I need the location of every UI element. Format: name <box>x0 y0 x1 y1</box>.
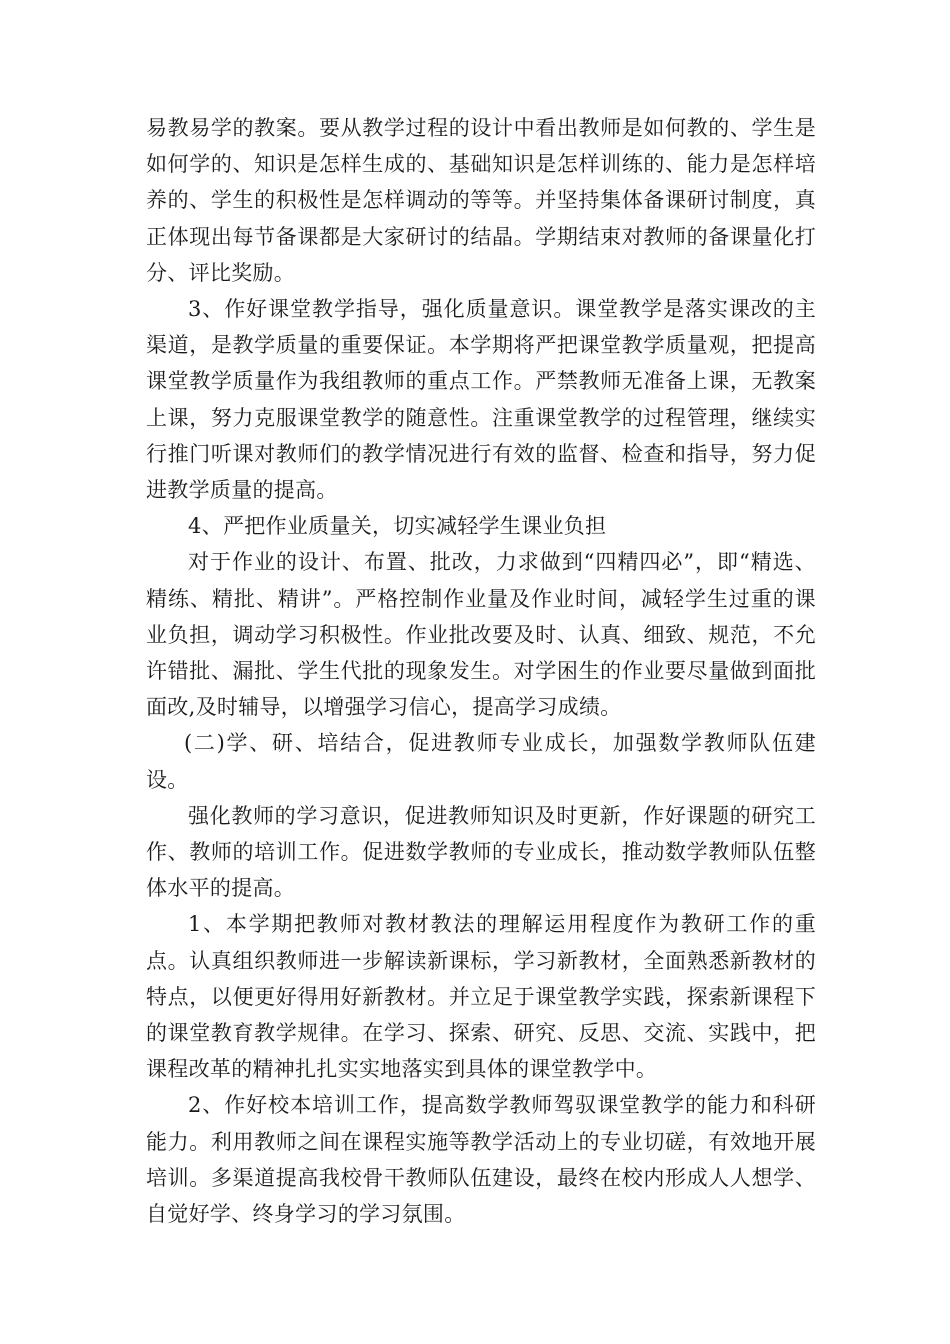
paragraph-learning-awareness: 强化教师的学习意识，促进教师知识及时更新，作好课题的研究工作、教师的培训工作。促进数学教师的专业成长，推动数学教师队伍整体水平的提高。 <box>146 803 816 901</box>
paragraph-textbook-method: 1、本学期把教师对教材教法的理解运用程度作为教研工作的重点。认真组织教师进一步解读新课标，学习新教材，全面熟悉新教材的特点，以便更好得用好新教材。并立足于课堂教学实践，探索新课程下的课堂教育教学规律。在学习、探索、研究、反思、交流、实践中，把课程改革的精神扎扎实实地落实到具体的课堂教学中。 <box>146 912 816 1082</box>
paragraph-lesson-plan-continuation: 易教易学的教案。要从教学过程的设计中看出教师是如何教的、学生是如何学的、知识是怎样生成的、基础知识是怎样训练的、能力是怎样培养的、学生的积极性是怎样调动的等等。并坚持集体备课研讨制度，真正体现出每节备课都是大家研讨的结晶。学期结束对教师的备课量化打分、评比奖励。 <box>146 116 816 285</box>
paragraph-classroom-guidance: 3、作好课堂教学指导，强化质量意识。课堂教学是落实课改的主渠道，是教学质量的重要保证。本学期将严把课堂教学质量观，把提高课堂教学质量作为我组教师的重点工作。严禁教师无准备上课，无教案上课，努力克服课堂教学的随意性。注重课堂教学的过程管理，继续实行推门听课对教师们的教学情况进行有效的监督、检查和指导，努力促进教学质量的提高。 <box>146 297 816 503</box>
paragraph-homework-detail: 对于作业的设计、布置、批改，力求做到“四精四必”，即“精选、精练、精批、精讲”。严格控制作业量及作业时间，减轻学生过重的课业负担，调动学习积极性。作业批改要及时、认真、细致、规范，不允许错批、漏批、学生代批的现象发生。对学困生的作业要尽量做到面批面改,及时辅导，以增强学习信心，提高学习成绩。 <box>146 550 816 720</box>
document-body <box>146 110 816 1232</box>
paragraph-school-training: 2、作好校本培训工作，提高数学教师驾驭课堂教学的能力和科研能力。利用教师之间在课程实施等教学活动上的专业切磋，有效地开展培训。多渠道提高我校骨干教师队伍建设，最终在校内形成人人想学、自觉好学、终身学习的学习氛围。 <box>146 1093 816 1227</box>
paragraph-homework-heading: 4、严把作业质量关，切实减轻学生课业负担 <box>188 514 607 539</box>
section-heading-teacher-growth: (二)学、研、培结合，促进教师专业成长，加强数学教师队伍建设。 <box>146 731 816 792</box>
